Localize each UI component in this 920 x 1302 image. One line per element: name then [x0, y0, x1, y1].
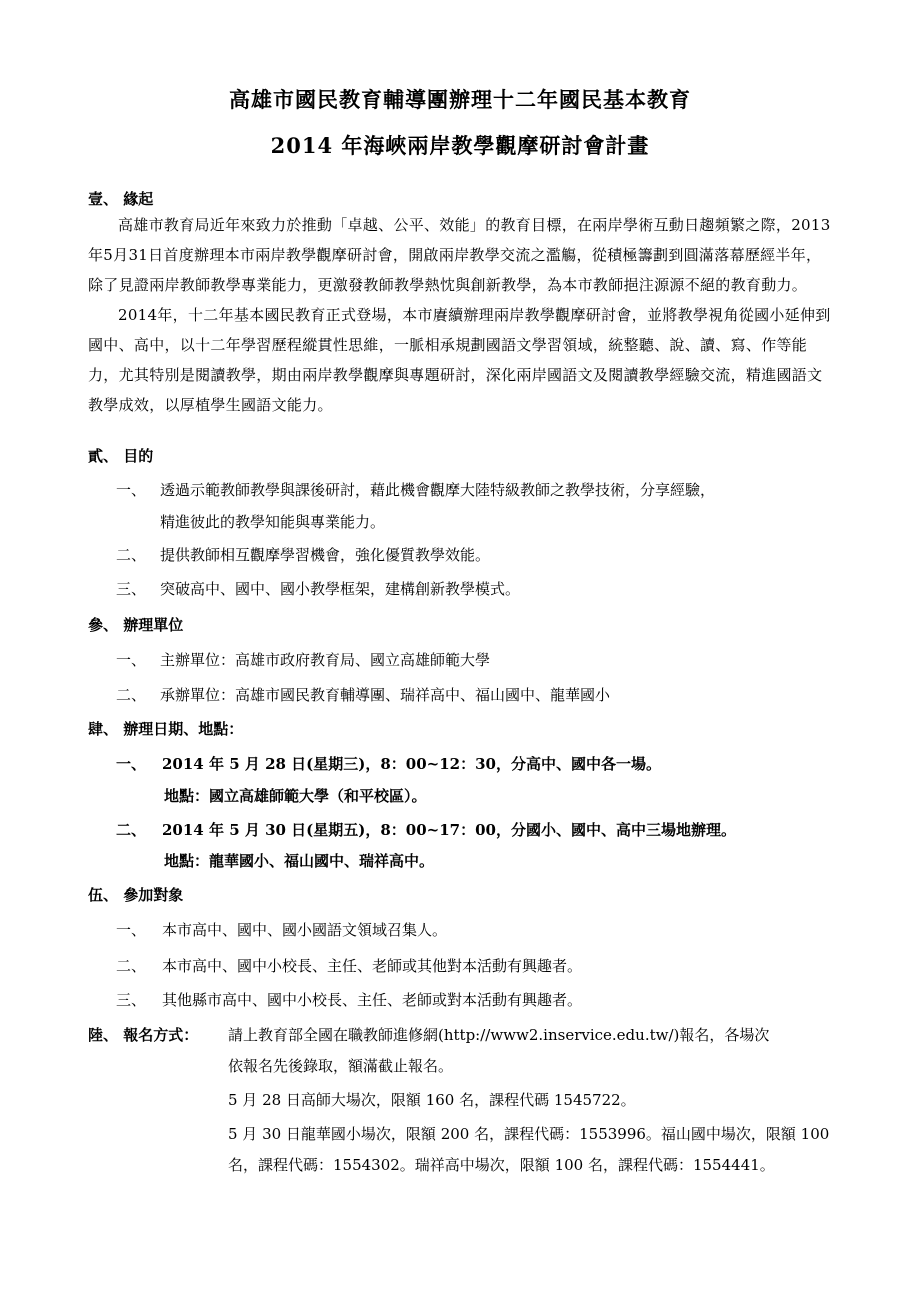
section-5-item-3: 其他縣市高中、國中小校長、主任、老師或對本活動有興趣者。 [162, 991, 583, 1009]
section-4-item-1: 2014 年 5 月 28 日(星期三)，8：00~12：30，分高中、國中各一場。 [162, 755, 661, 773]
section-6-paragraph-2: 5 月 28 日高師大場次，限額 160 名，課程代碼 1545722。 [228, 1091, 636, 1109]
section-2-item-3: 突破高中、國中、國小教學框架，建構創新教學模式。 [160, 580, 521, 598]
section-4-item-2: 2014 年 5 月 30 日(星期五)，8：00~17：00，分國小、國中、高中三場地辦理。 [162, 821, 736, 839]
title-line-1: 高雄市國民教育輔導團辦理十二年國民基本教育 [229, 87, 691, 112]
section-4-item-1-number: 一、 [116, 755, 147, 773]
section-3-item-2: 承辦單位：高雄市國民教育輔導團、瑞祥高中、福山國中、龍華國小 [160, 686, 611, 704]
section-1-paragraph-2: 2014年，十二年基本國民教育正式登場，本市賡續辦理兩岸教學觀摩研討會，並將教學視角從國小延伸到國中、高中，以十二年學習歷程縱貫性思維，一脈相承規劃國語文學習領域，統整聽、說、讀、寫、作等能力，尤其特別是閱讀教學，期由兩岸教學觀摩與專題研討，深化兩岸國語文及閱讀教學經驗交流，精進國語文教學成效，以厚植學生國語文能力。 [88, 306, 831, 414]
section-3-item-1-number: 一、 [116, 651, 147, 669]
section-5-item-2-number: 二、 [116, 957, 147, 975]
section-4-item-2-number: 二、 [116, 821, 147, 839]
section-2-item-2-number: 二、 [116, 546, 147, 564]
section-2-item-1-line-1: 透過示範教師教學與課後研討，藉此機會觀摩大陸特級教師之教學技術，分享經驗， [160, 481, 716, 499]
section-6-paragraph-3: 5 月 30 日龍華國小場次，限額 200 名，課程代碼：1553996。福山國中場次，限額 100 名，課程代碼：1554302。瑞祥高中場次，限額 100 名，課程代碼：1554441。 [228, 1125, 830, 1174]
section-1-paragraph-1: 高雄市教育局近年來致力於推動「卓越、公平、效能」的教育目標，在兩岸學術互動日趨頻繁之際，2013年5月31日首度辦理本市兩岸教學觀摩研討會，開啟兩岸教學交流之濫觴，從積極籌劃到圓滿落幕歷經半年，除了見證兩岸教師教學專業能力，更激發教師教學熱忱與創新教學，為本市教師挹注源源不絕的教育動力。 [88, 216, 831, 294]
section-1-heading: 壹、 緣起 [88, 190, 154, 208]
section-3-item-1: 主辦單位：高雄市政府教育局、國立高雄師範大學 [160, 651, 491, 669]
section-5-item-1: 本市高中、國中、國小國語文領域召集人。 [162, 921, 448, 939]
section-5-item-3-number: 三、 [116, 991, 147, 1009]
section-4-heading: 肆、 辦理日期、地點： [88, 720, 244, 738]
section-1-body [88, 210, 832, 420]
section-6-heading: 陸、 報名方式： [88, 1026, 199, 1044]
section-2-item-1-line-2: 精進彼此的教學知能與專業能力。 [160, 513, 386, 531]
section-5-item-2: 本市高中、國中小校長、主任、老師或其他對本活動有興趣者。 [162, 957, 583, 975]
section-2-heading: 貳、 目的 [88, 447, 154, 465]
section-2-item-1-number: 一、 [116, 481, 147, 499]
section-3-item-2-number: 二、 [116, 686, 147, 704]
section-4-item-1-location: 地點：國立高雄師範大學（和平校區）。 [164, 787, 427, 805]
section-6-line-2: 依報名先後錄取，額滿截止報名。 [228, 1057, 454, 1075]
section-2-item-3-number: 三、 [116, 580, 147, 598]
section-5-item-1-number: 一、 [116, 921, 147, 939]
section-2-item-2: 提供教師相互觀摩學習機會，強化優質教學效能。 [160, 546, 491, 564]
section-4-item-2-location: 地點：龍華國小、福山國中、瑞祥高中。 [164, 852, 435, 870]
section-6-line-1: 請上教育部全國在職教師進修網(http://www2.inservice.edu.tw/)報名，各場次 [228, 1026, 770, 1044]
section-3-heading: 參、 辦理單位 [88, 616, 184, 634]
title-line-2: 2014 年海峽兩岸教學觀摩研討會計畫 [270, 133, 650, 158]
section-5-heading: 伍、 參加對象 [88, 886, 184, 904]
